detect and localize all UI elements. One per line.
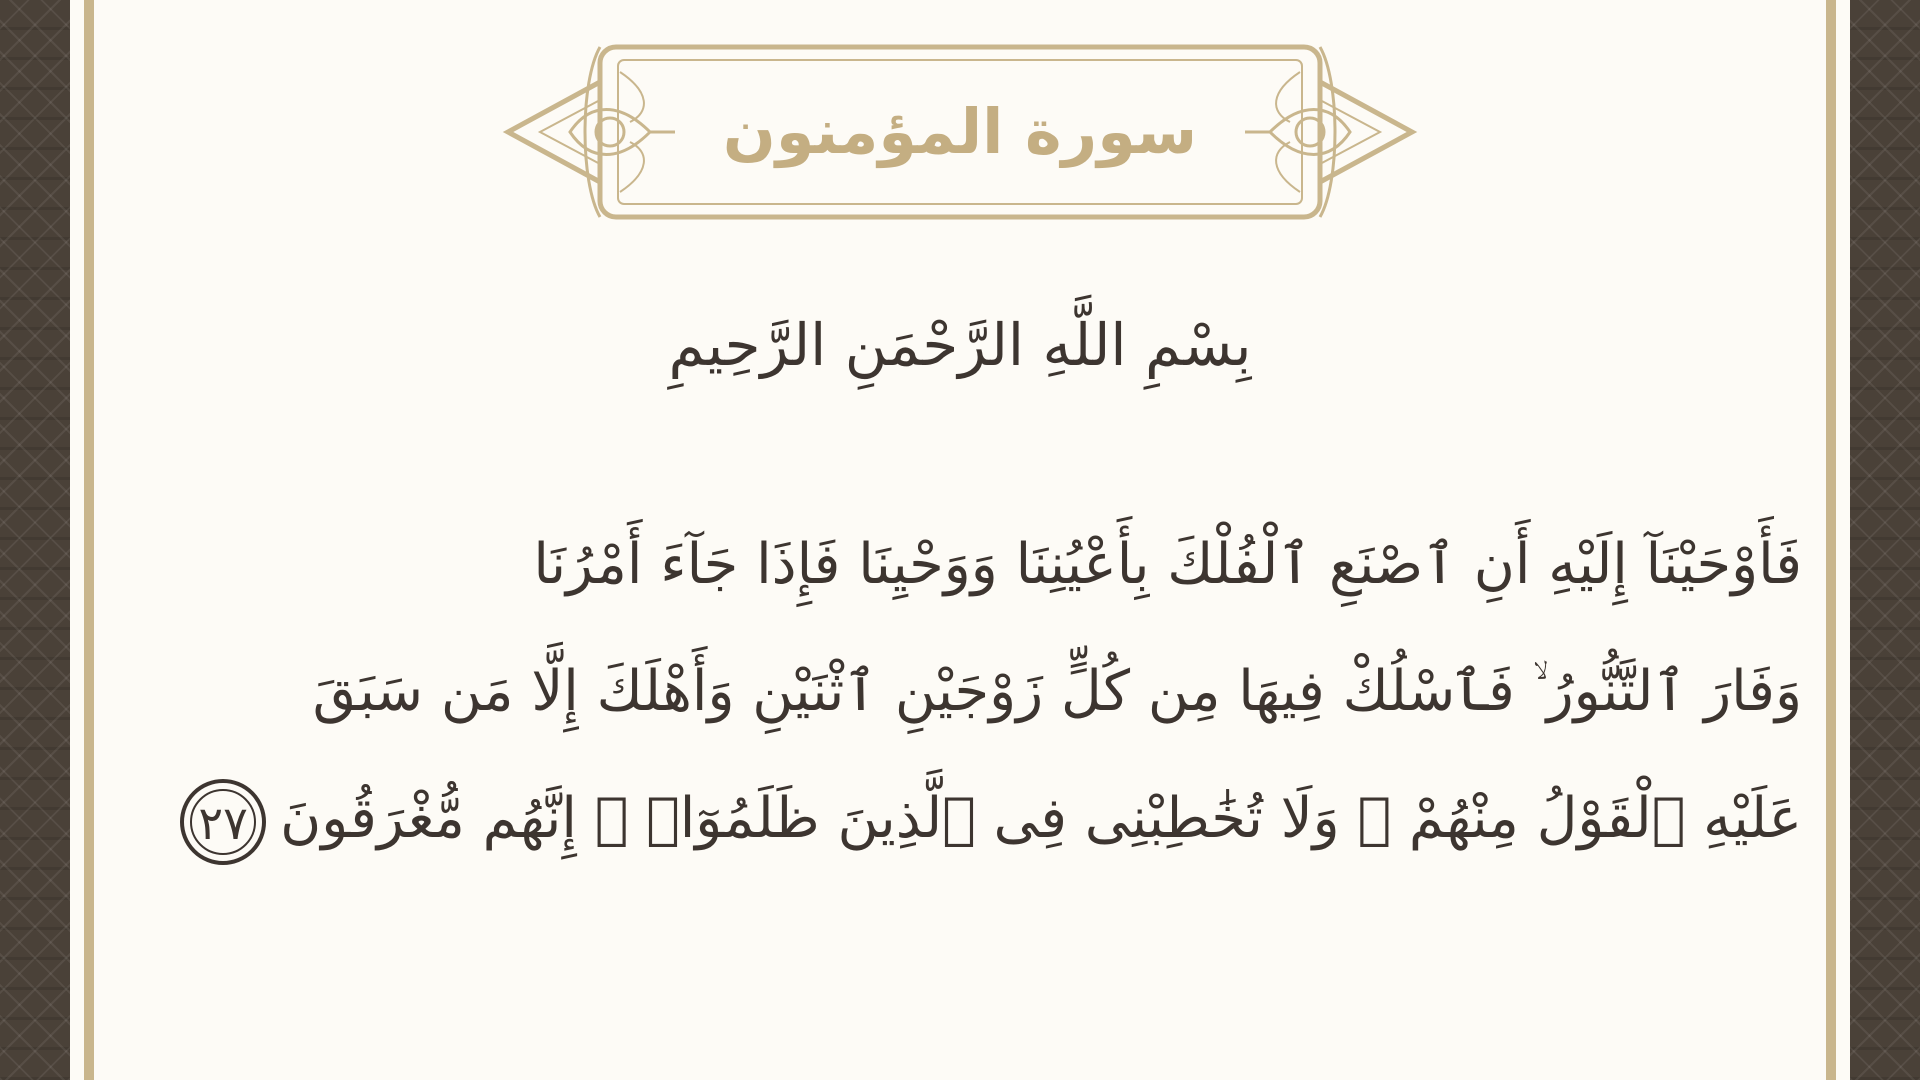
right-gold-rule: [1826, 0, 1836, 1080]
left-gold-rule: [84, 0, 94, 1080]
surah-title-frame: [500, 42, 1420, 222]
basmala: بِسْمِ اللَّهِ الرَّحْمَنِ الرَّحِيمِ: [668, 311, 1252, 379]
verse-line-1: فَأَوْحَيْنَآ إِلَيْهِ أَنِ ٱصْنَعِ ٱلْفُلْكَ بِأَعْيُنِنَا وَوَحْيِنَا فَإِذَا جَآءَ أَمْرُنَا: [533, 532, 1802, 597]
verse-line-3: [182, 769, 1802, 896]
ayah-number-marker: ٢٧: [180, 779, 266, 865]
left-ornamental-border: [0, 0, 70, 1080]
verse-text: [182, 515, 1802, 896]
verse-line-2: وَفَارَ ٱلتَّنُّورُ ۙ فَٱسْلُكْ فِيهَا مِن كُلٍّ زَوْجَيْنِ ٱثْنَيْنِ وَأَهْلَكَ إِلَّا مَن سَبَقَ: [312, 659, 1802, 724]
verse-line-3-text: عَلَيْهِ ٱلْقَوْلُ مِنْهُمْ ۖ وَلَا تُخَٰطِبْنِى فِى ٱلَّذِينَ ظَلَمُوٓا۟ ۖ إِنَّهُم مُّغْرَقُونَ: [280, 786, 1802, 851]
surah-title: سورة المؤمنون: [722, 95, 1198, 168]
right-ornamental-border: [1850, 0, 1920, 1080]
